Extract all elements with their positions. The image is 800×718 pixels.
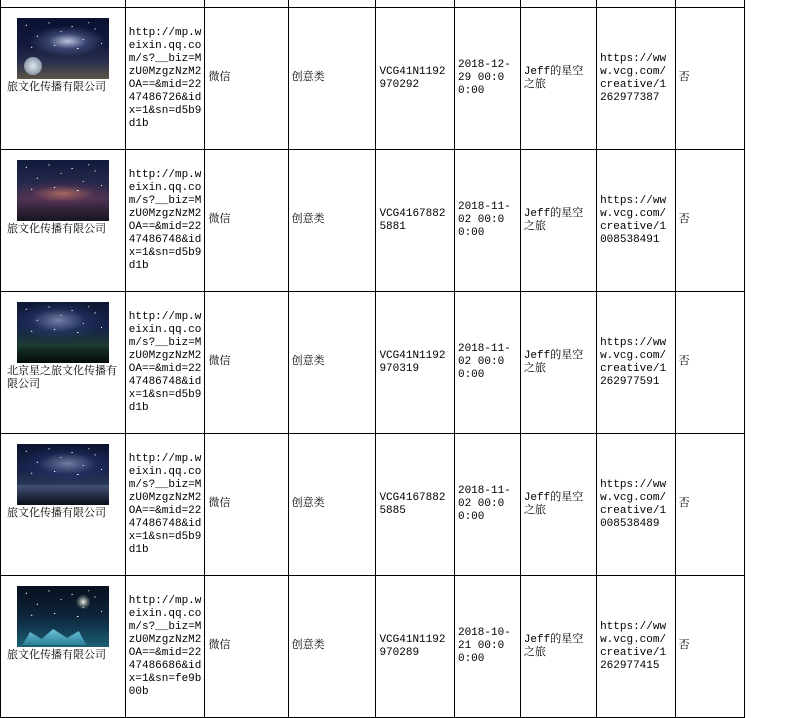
cell-date[interactable]: 2018-11-02 00:00:00 <box>454 434 520 576</box>
cell-author[interactable]: Jeff的星空之旅 <box>520 576 596 718</box>
cell-category[interactable]: 创意类 <box>288 576 376 718</box>
cell-code[interactable] <box>376 0 455 8</box>
cell-channel[interactable]: 微信 <box>205 576 288 718</box>
cell-url[interactable]: http://mp.weixin.qq.com/s?__biz=MzU0MzgzNzM2OA==&mid=2247486686&idx=1&sn=fe9b00b <box>125 576 205 718</box>
cell-flag[interactable]: 否 <box>675 8 744 150</box>
cell-url[interactable]: http://mp.weixin.qq.com/s?__biz=MzU0MzgzNzM2OA==&mid=2247486748&idx=1&sn=d5b9d1b <box>125 434 205 576</box>
cell-flag[interactable]: 否 <box>675 292 744 434</box>
cell-category[interactable]: 创意类 <box>288 8 376 150</box>
cell-author[interactable] <box>520 0 596 8</box>
company-name: 北京星之旅文化传播有限公司 <box>7 366 117 391</box>
thumbnail-image <box>17 444 109 505</box>
cell-url[interactable]: http://mp.weixin.qq.com/s?__biz=MzU0MzgzNzM2OA==&mid=2247486726&idx=1&sn=d5b9d1b <box>125 8 205 150</box>
cell-link[interactable]: https://www.vcg.com/creative/1008538489 <box>597 434 676 576</box>
company-name: 旅文化传播有限公司 <box>7 650 106 662</box>
cell-image[interactable] <box>1 292 126 434</box>
cell-flag[interactable] <box>675 0 744 8</box>
cell-category[interactable]: 创意类 <box>288 292 376 434</box>
cell-url[interactable] <box>125 0 205 8</box>
cell-link[interactable]: https://www.vcg.com/creative/1262977387 <box>597 8 676 150</box>
thumbnail-image <box>17 160 109 221</box>
cell-image[interactable] <box>1 0 126 8</box>
cell-flag[interactable]: 否 <box>675 150 744 292</box>
cell-link[interactable]: https://www.vcg.com/creative/1262977415 <box>597 576 676 718</box>
cell-category[interactable]: 创意类 <box>288 150 376 292</box>
company-name: 旅文化传播有限公司 <box>7 508 106 520</box>
cell-author[interactable]: Jeff的星空之旅 <box>520 292 596 434</box>
cell-author[interactable]: Jeff的星空之旅 <box>520 434 596 576</box>
cell-flag[interactable]: 否 <box>675 434 744 576</box>
table-row[interactable] <box>1 292 745 434</box>
table-row[interactable] <box>1 0 745 8</box>
cell-date[interactable]: 2018-11-02 00:00:00 <box>454 292 520 434</box>
table-row[interactable] <box>1 150 745 292</box>
company-name: 旅文化传播有限公司 <box>7 82 106 94</box>
table-row[interactable] <box>1 8 745 150</box>
cell-author[interactable]: Jeff的星空之旅 <box>520 8 596 150</box>
cell-code[interactable]: VCG41N1192970289 <box>376 576 455 718</box>
cell-category[interactable]: 创意类 <box>288 434 376 576</box>
cell-flag[interactable]: 否 <box>675 576 744 718</box>
cell-date[interactable]: 2018-10-21 00:00:00 <box>454 576 520 718</box>
thumbnail-image <box>17 18 109 79</box>
cell-channel[interactable]: 微信 <box>205 8 288 150</box>
cell-date[interactable] <box>454 0 520 8</box>
cell-category[interactable] <box>288 0 376 8</box>
cell-code[interactable]: VCG41678825881 <box>376 150 455 292</box>
cell-image[interactable] <box>1 150 126 292</box>
cell-link[interactable]: https://www.vcg.com/creative/1008538491 <box>597 150 676 292</box>
cell-author[interactable]: Jeff的星空之旅 <box>520 150 596 292</box>
cell-channel[interactable]: 微信 <box>205 292 288 434</box>
thumbnail-image <box>17 586 109 647</box>
cell-link[interactable]: https://www.vcg.com/creative/1262977591 <box>597 292 676 434</box>
thumbnail-image <box>17 302 109 363</box>
cell-image[interactable] <box>1 576 126 718</box>
cell-image[interactable] <box>1 8 126 150</box>
cell-code[interactable]: VCG41N1192970292 <box>376 8 455 150</box>
cell-image[interactable] <box>1 434 126 576</box>
cell-code[interactable]: VCG41N1192970319 <box>376 292 455 434</box>
cell-date[interactable]: 2018-11-02 00:00:00 <box>454 150 520 292</box>
table-row[interactable] <box>1 576 745 718</box>
cell-url[interactable]: http://mp.weixin.qq.com/s?__biz=MzU0MzgzNzM2OA==&mid=2247486748&idx=1&sn=d5b9d1b <box>125 150 205 292</box>
cell-link[interactable] <box>597 0 676 8</box>
company-name: 旅文化传播有限公司 <box>7 224 106 236</box>
table-row[interactable] <box>1 434 745 576</box>
cell-date[interactable]: 2018-12-29 00:00:00 <box>454 8 520 150</box>
cell-channel[interactable]: 微信 <box>205 434 288 576</box>
cell-channel[interactable] <box>205 0 288 8</box>
cell-code[interactable]: VCG41678825885 <box>376 434 455 576</box>
cell-url[interactable]: http://mp.weixin.qq.com/s?__biz=MzU0MzgzNzM2OA==&mid=2247486748&idx=1&sn=d5b9d1b <box>125 292 205 434</box>
cell-channel[interactable]: 微信 <box>205 150 288 292</box>
